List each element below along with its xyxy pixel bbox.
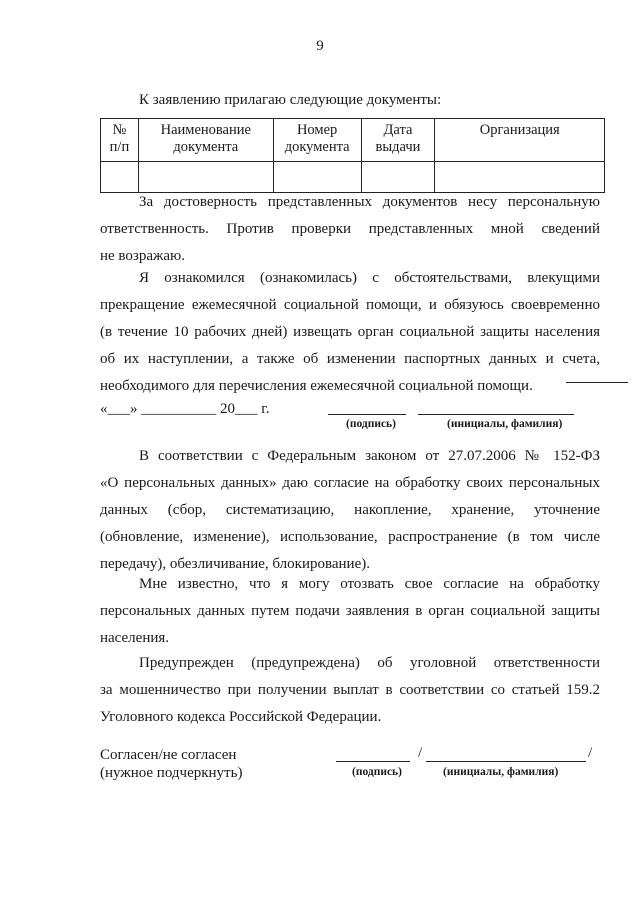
header-number: № п/п bbox=[101, 119, 139, 162]
text-line: (в течение 10 рабочих дней) извещать орган социальной защиты населения bbox=[100, 324, 600, 340]
initials-field[interactable] bbox=[418, 414, 574, 415]
attachments-table bbox=[100, 118, 605, 193]
text-line: данных (сбор, систематизацию, накопление, хранение, уточнение bbox=[100, 502, 600, 518]
paragraph-revocation bbox=[100, 571, 600, 652]
text-line: населения. bbox=[100, 630, 170, 646]
text-line: В соответствии с Федеральным законом от 27.07.2006 № 152-ФЗ bbox=[139, 448, 600, 464]
header-organization: Организация bbox=[435, 119, 605, 162]
signature-field[interactable] bbox=[336, 761, 410, 762]
paragraph-criminal-liability bbox=[100, 650, 600, 731]
signature-caption: (подпись) bbox=[352, 766, 402, 778]
slash-separator: / bbox=[588, 745, 593, 761]
text-line: необходимого для перечисления ежемесячной социальной помощи. bbox=[100, 378, 533, 394]
signature-caption: (подпись) bbox=[346, 418, 396, 430]
text-line: персональных данных путем подачи заявления в орган социальной защиты bbox=[100, 603, 600, 619]
consent-block bbox=[100, 746, 242, 782]
text-line: прекращение ежемесячной социальной помощи, и обязуюсь своевременно bbox=[100, 297, 600, 313]
text-line: ответственность. Против проверки представленных мной сведений bbox=[100, 221, 600, 237]
text-line: (обновление, изменение), использование, распространение (в том числе bbox=[100, 529, 600, 545]
date-field[interactable]: «___» __________ 20___ г. bbox=[100, 401, 270, 417]
table-row bbox=[101, 162, 605, 193]
text-line: Я ознакомился (ознакомилась) с обстоятельствами, влекущими bbox=[139, 270, 600, 286]
consent-label[interactable]: Согласен/не согласен bbox=[100, 747, 237, 763]
text-line: об их наступлении, а также об изменении паспортных данных и счета, bbox=[100, 351, 600, 367]
paragraph-personal-data-consent bbox=[100, 443, 600, 578]
text-line: Мне известно, что я могу отозвать свое согласие на обработку bbox=[139, 576, 600, 592]
table-cell[interactable] bbox=[435, 162, 605, 193]
consent-hint: (нужное подчеркнуть) bbox=[100, 765, 243, 781]
paragraph-acknowledgement bbox=[100, 265, 600, 400]
text-line: Предупрежден (предупреждена) об уголовной ответственности bbox=[139, 655, 600, 671]
table-cell[interactable] bbox=[101, 162, 139, 193]
slash-separator: / bbox=[418, 745, 423, 761]
paragraph-responsibility bbox=[100, 189, 600, 270]
blank-line[interactable] bbox=[566, 382, 628, 383]
initials-caption: (инициалы, фамилия) bbox=[443, 766, 559, 778]
text-line: «О персональных данных» даю согласие на обработку своих персональных bbox=[100, 475, 600, 491]
header-document-number: Номер документа bbox=[273, 119, 361, 162]
text-line: передачу), обезличивание, блокирование). bbox=[100, 556, 370, 572]
table-header-row bbox=[101, 119, 605, 162]
text-line: За достоверность представленных документов несу персональную bbox=[139, 194, 600, 210]
signature-field[interactable] bbox=[328, 414, 406, 415]
table-cell[interactable] bbox=[138, 162, 273, 193]
text-line: Уголовного кодекса Российской Федерации. bbox=[100, 709, 382, 725]
table-cell[interactable] bbox=[361, 162, 435, 193]
initials-field[interactable] bbox=[426, 761, 586, 762]
page-number: 9 bbox=[316, 38, 324, 54]
attachments-intro: К заявлению прилагаю следующие документы: bbox=[139, 92, 442, 108]
table-cell[interactable] bbox=[273, 162, 361, 193]
text-line: не возражаю. bbox=[100, 248, 185, 264]
text-line: за мошенничество при получении выплат в соответствии со статьей 159.2 bbox=[100, 682, 600, 698]
initials-caption: (инициалы, фамилия) bbox=[447, 418, 563, 430]
header-document-name: Наименование документа bbox=[138, 119, 273, 162]
header-issue-date: Дата выдачи bbox=[361, 119, 435, 162]
